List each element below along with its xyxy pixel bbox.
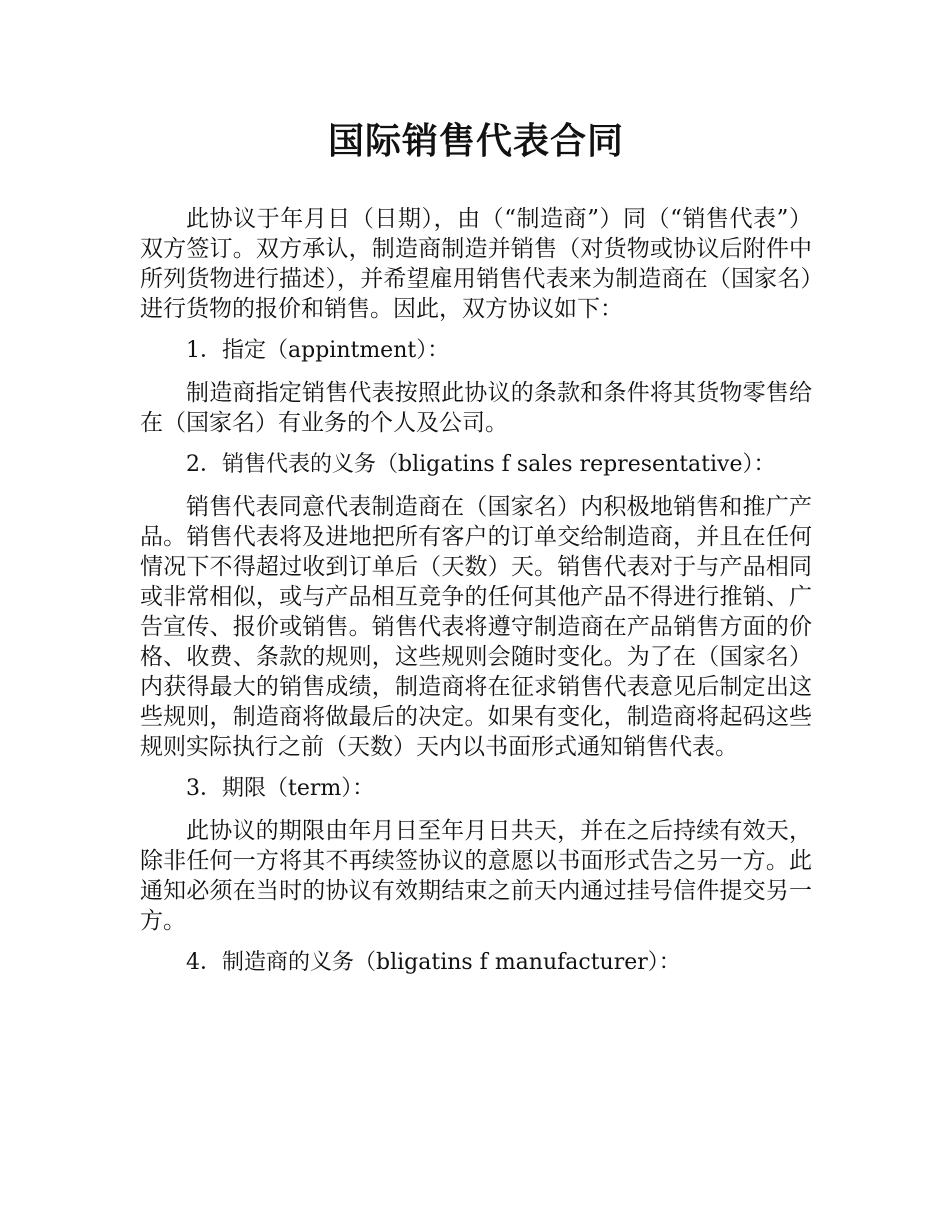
document-title: 国际销售代表合同	[327, 121, 624, 162]
section-heading-manufacturer-obligations: 4．制造商的义务（bligatins f manufacturer）：	[186, 950, 681, 975]
section-heading-term: 3．期限（term）：	[186, 776, 375, 801]
document-page	[140, 118, 812, 990]
section-heading-appointment: 1．指定（appintment）：	[186, 338, 450, 363]
section-heading-representative-obligations: 2．销售代表的义务（bligatins f sales representative）：	[186, 452, 776, 477]
intro-paragraph: 此协议于年月日（日期），由（“制造商”）同（“销售代表”）双方签订。双方承认，制造商制造并销售（对货物或协议后附件中所列货物进行描述），并希望雇用销售代表来为制造商在（国家名）进行货物的报价和销售。因此，双方协议如下：	[140, 206, 812, 322]
section-body-appointment: 制造商指定销售代表按照此协议的条款和条件将其货物零售给在（国家名）有业务的个人及公司。	[140, 380, 812, 436]
section-body-representative-obligations: 销售代表同意代表制造商在（国家名）内积极地销售和推广产品。销售代表将及进地把所有客户的订单交给制造商，并且在任何情况下不得超过收到订单后（天数）天。销售代表对于与产品相同或非常相似，或与产品相互竞争的任何其他产品不得进行推销、广告宣传、报价或销售。销售代表将遵守制造商在产品销售方面的价格、收费、条款的规则，这些规则会随时变化。为了在（国家名）内获得最大的销售成绩，制造商将在征求销售代表意见后制定出这些规则，制造商将做最后的决定。如果有变化，制造商将起码这些规则实际执行之前（天数）天内以书面形式通知销售代表。	[140, 494, 812, 760]
section-body-term: 此协议的期限由年月日至年月日共天，并在之后持续有效天，除非任何一方将其不再续签协议的意愿以书面形式告之另一方。此通知必须在当时的协议有效期结束之前天内通过挂号信件提交另一方。	[140, 818, 812, 934]
